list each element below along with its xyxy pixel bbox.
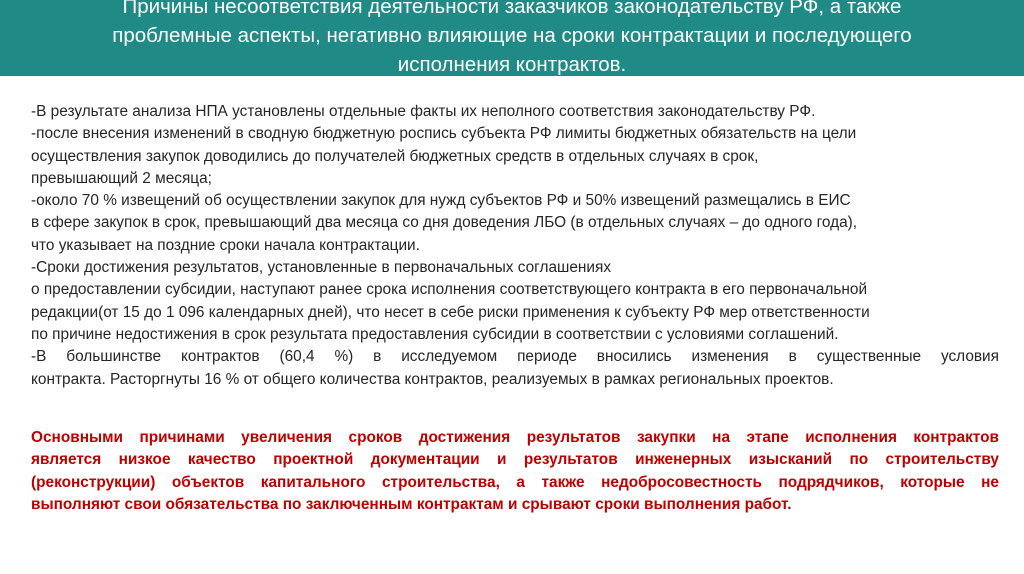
- title-banner: [0, 0, 1024, 76]
- findings-line: по причине недостижения в срок результата предоставления субсидии в соответствии с условиями соглашений.: [31, 325, 839, 343]
- findings-line: контракта. Расторгнуты 16 % от общего количества контрактов, реализуемых в рамках региональных проектов.: [31, 370, 834, 388]
- findings-line: -В большинстве контрактов (60,4 %) в исследуемом периоде вносились изменения в существенные условия: [31, 348, 999, 366]
- findings-line: -около 70 % извещений об осуществлении закупок для нужд субъектов РФ и 50% извещений размещались в ЕИС: [31, 192, 851, 210]
- findings-line: что указывает на поздние сроки начала контрактации.: [31, 236, 420, 254]
- findings-text: [31, 101, 999, 391]
- findings-line: редакции(от 15 до 1 096 календарных дней), что несет в себе риски применения к субъекту РФ мер ответственности: [31, 303, 870, 321]
- findings-line: -Сроки достижения результатов, установленные в первоначальных соглашениях: [31, 259, 612, 277]
- findings-line: превышающий 2 месяца;: [31, 169, 212, 187]
- findings-line: осуществления закупок доводились до получателей бюджетных средств в отдельных случаях в срок,: [31, 147, 759, 165]
- slide-title: [20, 0, 1004, 76]
- findings-line: о предоставлении субсидии, наступают ранее срока исполнения соответствующего контракта в его первоначальной: [31, 281, 868, 299]
- slide-title-line: проблемные аспекты, негативно влияющие на сроки контрактации и последующего: [112, 24, 912, 47]
- findings-line: -после внесения изменений в сводную бюджетную роспись субъекта РФ лимиты бюджетных обязательств на цели: [31, 125, 857, 143]
- conclusion-line: является низкое качество проектной документации и результатов инженерных изысканий по строительству: [31, 451, 999, 469]
- conclusion-line: Основными причинами увеличения сроков достижения результатов закупки на этапе исполнения контрактов: [31, 429, 999, 446]
- slide-title-line: Причины несоответствия деятельности заказчиков законодательству РФ, а также: [122, 0, 902, 18]
- conclusion-line: (реконструкции) объектов капитального строительства, а также недобросовестность подрядчиков, которые не: [31, 473, 999, 491]
- conclusion-line: выполняют свои обязательства по заключенным контрактам и срывают сроки выполнения работ.: [31, 495, 792, 513]
- findings-line: -В результате анализа НПА установлены отдельные факты их неполного соответствия законодательству РФ.: [31, 103, 816, 120]
- conclusion-text: [31, 427, 999, 516]
- slide-title-line: исполнения контрактов.: [397, 53, 627, 76]
- findings-line: в сфере закупок в срок, превышающий два месяца со дня доведения ЛБО (в отдельных случаях – до одного года),: [31, 214, 858, 232]
